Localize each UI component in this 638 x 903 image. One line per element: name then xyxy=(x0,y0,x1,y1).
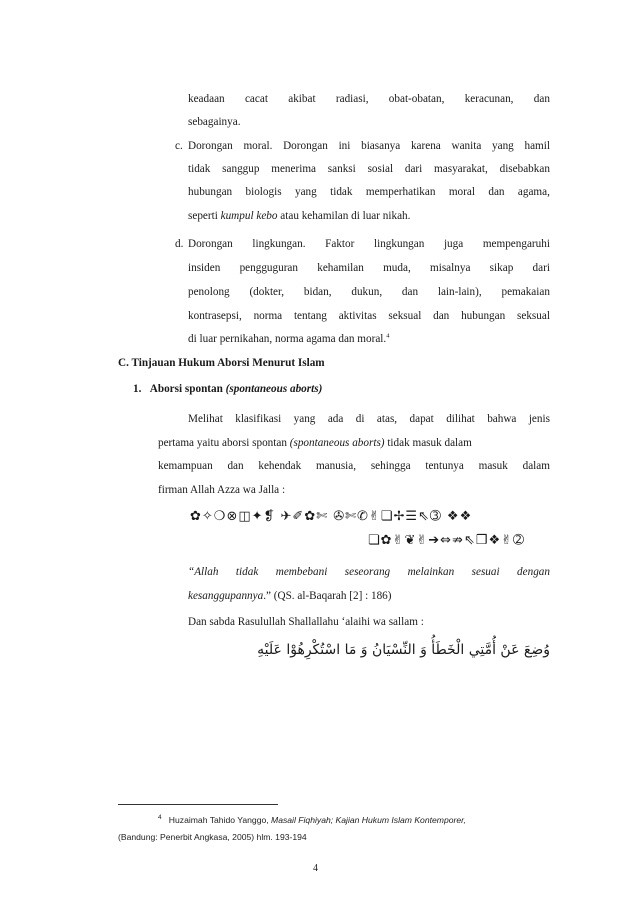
verse-symbols-line-1: ✿✧❍⊗◫✦❡ ✈✐✿✄ ✇✄✆✌❏✢☰⇖➂ ❖❖ xyxy=(190,509,473,524)
footnote-ref-4[interactable]: 4 xyxy=(386,332,390,340)
item-continuation-line-1: keadaan cacat akibat radiasi, obat-obatan, keracunan, dan xyxy=(188,93,550,105)
item-continuation-line-2: sebagainya. xyxy=(188,116,241,128)
footnote-line-1: $^4$ Huzaimah Tahido Yanggo, Masail Fiqhiyah; Kajian Hukum Islam Kontemporer, xyxy=(158,814,466,825)
verse-symbols-line-2: ❏✿✌❦✌➔⇔⇏⇖❒❖✌➁ xyxy=(368,533,525,548)
paragraph-line-3: kemampuan dan kehendak manusia, sehingga tentunya masuk dalam xyxy=(158,460,550,472)
list-label-c: c. xyxy=(175,140,183,152)
item-d-line-4: kontrasepsi, norma tentang aktivitas seksual dan hubungan seksual xyxy=(188,310,550,322)
paragraph-line-2: pertama yaitu aborsi spontan (spontaneous aborts) tidak masuk dalam xyxy=(158,437,472,449)
subsection-heading: 1. Aborsi spontan (spontaneous aborts) xyxy=(133,383,323,395)
list-label-d: d. xyxy=(175,238,184,250)
page-number: 4 xyxy=(313,863,318,874)
translation-line-2: kesanggupannya.” (QS. al-Baqarah [2] : 186) xyxy=(188,590,392,602)
paragraph-line-1: Melihat klasifikasi yang ada di atas, dapat dilihat bahwa jenis xyxy=(188,413,550,425)
hadith-arabic: وُضِعَ عَنْ أُمَّتِي الْخَطَأُ وَ النِّسْيَانُ وَ مَا اسْتُكْرِهُوْا عَلَيْهِ xyxy=(257,642,550,658)
item-c-line-2: tidak sanggup menerima sanksi sosial dari masyarakat, disebabkan xyxy=(188,163,550,175)
item-d-line-1: Dorongan lingkungan. Faktor lingkungan juga mempengaruhi xyxy=(188,238,550,250)
item-c-line-3: hubungan biologis yang tidak memperhatikan moral dan agama, xyxy=(188,186,550,198)
item-d-line-5: di luar pernikahan, norma agama dan moral.$^4$ xyxy=(188,332,390,345)
footnote-line-2: (Bandung: Penerbit Angkasa, 2005) hlm. 193-194 xyxy=(118,832,307,842)
section-heading: C. Tinjauan Hukum Aborsi Menurut Islam xyxy=(118,357,325,369)
emphasis-kumpul-kebo: kumpul kebo xyxy=(220,210,278,222)
item-c-line-4: seperti kumpul kebo atau kehamilan di luar nikah. xyxy=(188,210,411,222)
translation-line-1: “Allah tidak membebani seseorang melainkan sesuai dengan xyxy=(188,566,550,578)
item-d-line-3: penolong (dokter, bidan, dukun, dan lain-lain), pemakaian xyxy=(188,286,550,298)
paragraph-line-4: firman Allah Azza wa Jalla : xyxy=(158,484,286,496)
footnote-divider xyxy=(118,804,278,805)
item-c-line-1: Dorongan moral. Dorongan ini biasanya karena wanita yang hamil xyxy=(188,140,550,152)
hadith-intro: Dan sabda Rasulullah Shallallahu ‘alaihi wa sallam : xyxy=(188,616,424,628)
item-d-line-2: insiden pengguguran kehamilan muda, misalnya sikap dari xyxy=(188,262,550,274)
